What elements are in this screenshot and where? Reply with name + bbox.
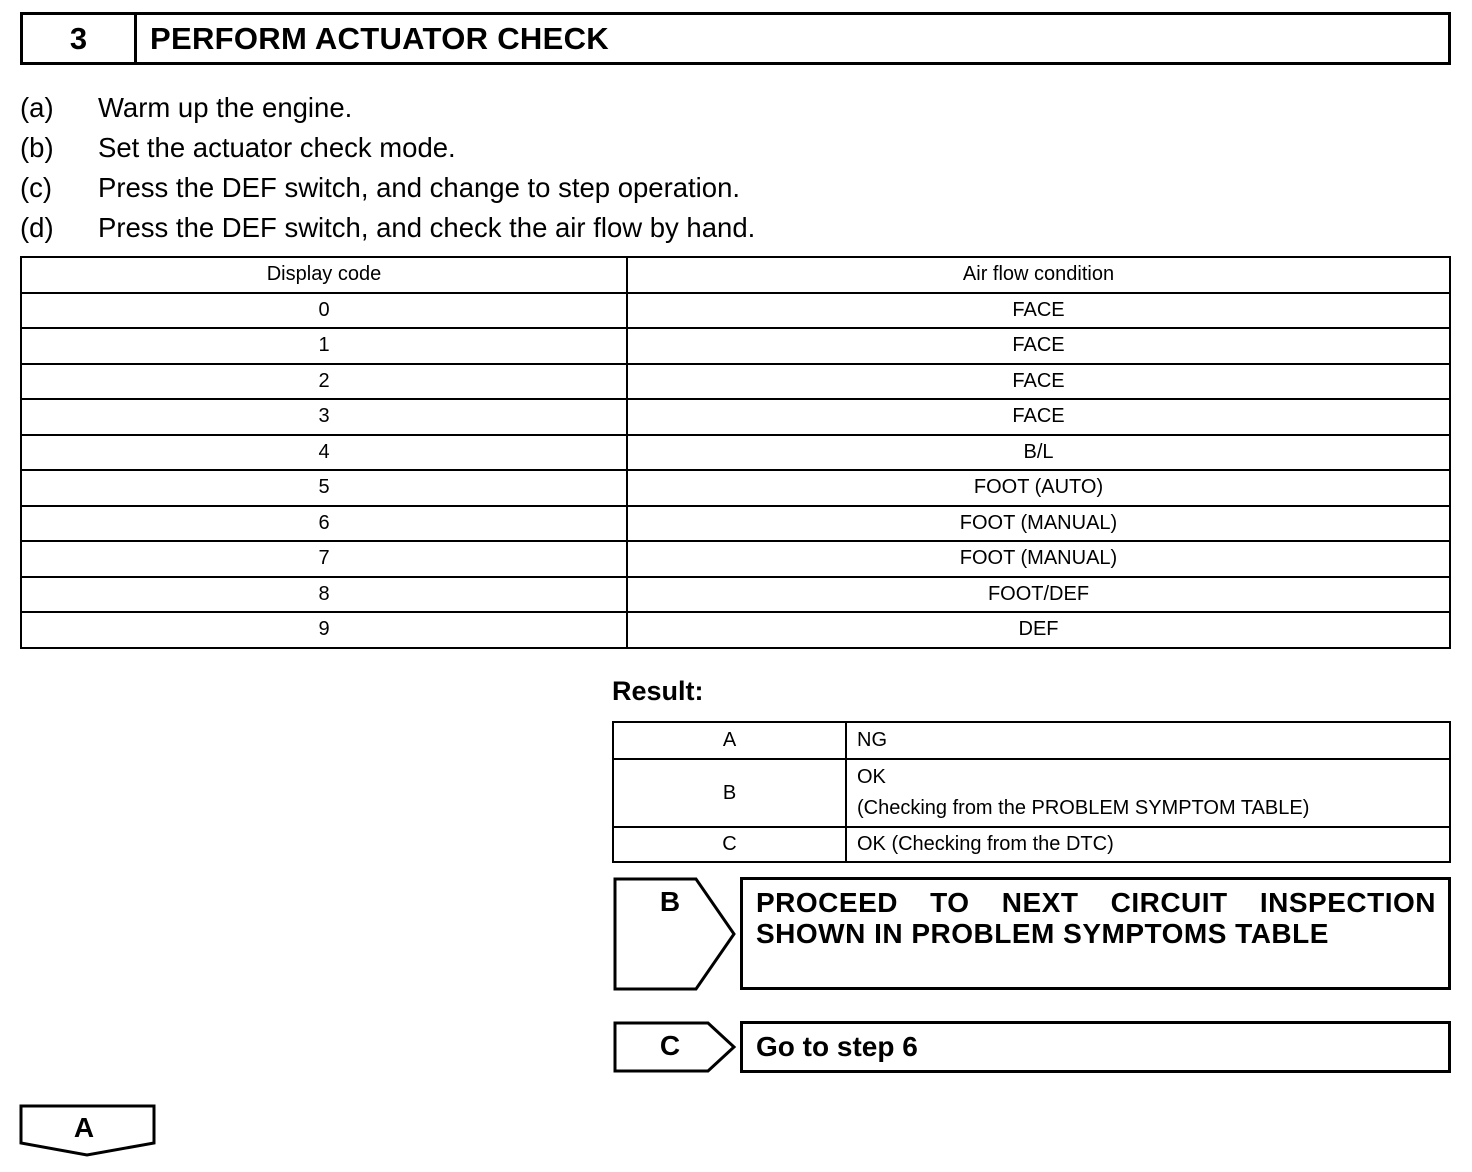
table-row xyxy=(21,577,1450,613)
result-label: Result: xyxy=(612,676,704,706)
result-desc-line: OK xyxy=(857,766,886,788)
branch-b-target-text: PROCEED TO NEXT CIRCUIT INSPECTION SHOWN IN PROBLEM SYMPTOMS TABLE xyxy=(756,887,1436,949)
branch-c-target xyxy=(740,1021,1451,1073)
branch-c-letter: C xyxy=(659,1030,681,1061)
result-code-cell: A xyxy=(613,722,846,759)
table-row xyxy=(21,328,1450,364)
table-row xyxy=(613,722,1450,759)
display-code-cell: 6 xyxy=(21,506,627,542)
table-row xyxy=(21,541,1450,577)
table-row xyxy=(21,293,1450,329)
result-desc-cell xyxy=(846,827,1450,862)
display-code-cell: 4 xyxy=(21,435,627,471)
table-row xyxy=(21,399,1450,435)
step-number: 3 xyxy=(23,15,137,62)
result-desc-line: NG xyxy=(857,729,887,751)
table-row xyxy=(613,759,1450,827)
air-flow-cell: B/L xyxy=(627,435,1450,471)
air-flow-cell: FOOT (MANUAL) xyxy=(627,541,1450,577)
table-header-row xyxy=(21,257,1450,293)
instruction-label: (c) xyxy=(20,172,53,203)
instruction-label: (a) xyxy=(20,92,54,123)
air-flow-cell: FACE xyxy=(627,364,1450,400)
result-code-cell: B xyxy=(613,759,846,827)
display-code-cell: 8 xyxy=(21,577,627,613)
branch-a-letter: A xyxy=(73,1112,95,1143)
instruction-c xyxy=(20,168,1420,208)
result-desc-cell xyxy=(846,759,1450,827)
result-table xyxy=(612,721,1451,863)
result-code-cell: C xyxy=(613,827,846,862)
step-title: PERFORM ACTUATOR CHECK xyxy=(150,20,609,56)
display-code-cell: 3 xyxy=(21,399,627,435)
column-header-display-code: Display code xyxy=(21,257,627,293)
step-header xyxy=(20,12,1451,65)
instruction-text: Press the DEF switch, and check the air flow by hand. xyxy=(98,212,756,243)
table-row xyxy=(21,364,1450,400)
table-row xyxy=(21,470,1450,506)
display-code-cell: 7 xyxy=(21,541,627,577)
air-flow-cell: FACE xyxy=(627,328,1450,364)
display-code-cell: 9 xyxy=(21,612,627,648)
display-code-cell: 2 xyxy=(21,364,627,400)
table-row xyxy=(21,612,1450,648)
branch-b-letter: B xyxy=(659,886,681,917)
branch-b-target xyxy=(740,877,1451,990)
air-flow-cell: FACE xyxy=(627,293,1450,329)
branch-c-target-text: Go to step 6 xyxy=(756,1031,918,1062)
instruction-text: Press the DEF switch, and change to step operation. xyxy=(98,172,741,203)
air-flow-cell: FOOT/DEF xyxy=(627,577,1450,613)
column-header-air-flow: Air flow condition xyxy=(627,257,1450,293)
instruction-a xyxy=(20,88,1420,128)
display-code-cell: 5 xyxy=(21,470,627,506)
table-row xyxy=(21,435,1450,471)
result-desc-line: OK (Checking from the DTC) xyxy=(857,833,1114,855)
display-code-table xyxy=(20,256,1451,649)
air-flow-cell: DEF xyxy=(627,612,1450,648)
air-flow-cell: FOOT (MANUAL) xyxy=(627,506,1450,542)
table-row xyxy=(613,827,1450,862)
instruction-label: (b) xyxy=(20,132,54,163)
display-code-cell: 0 xyxy=(21,293,627,329)
instruction-text: Warm up the engine. xyxy=(98,92,353,123)
table-row xyxy=(21,506,1450,542)
result-desc-cell xyxy=(846,722,1450,759)
instruction-d xyxy=(20,208,1420,248)
instruction-label: (d) xyxy=(20,212,54,243)
air-flow-cell: FACE xyxy=(627,399,1450,435)
instruction-text: Set the actuator check mode. xyxy=(98,132,456,163)
instruction-b xyxy=(20,128,1420,168)
result-desc-line: (Checking from the PROBLEM SYMPTOM TABLE) xyxy=(857,797,1310,819)
display-code-cell: 1 xyxy=(21,328,627,364)
air-flow-cell: FOOT (AUTO) xyxy=(627,470,1450,506)
